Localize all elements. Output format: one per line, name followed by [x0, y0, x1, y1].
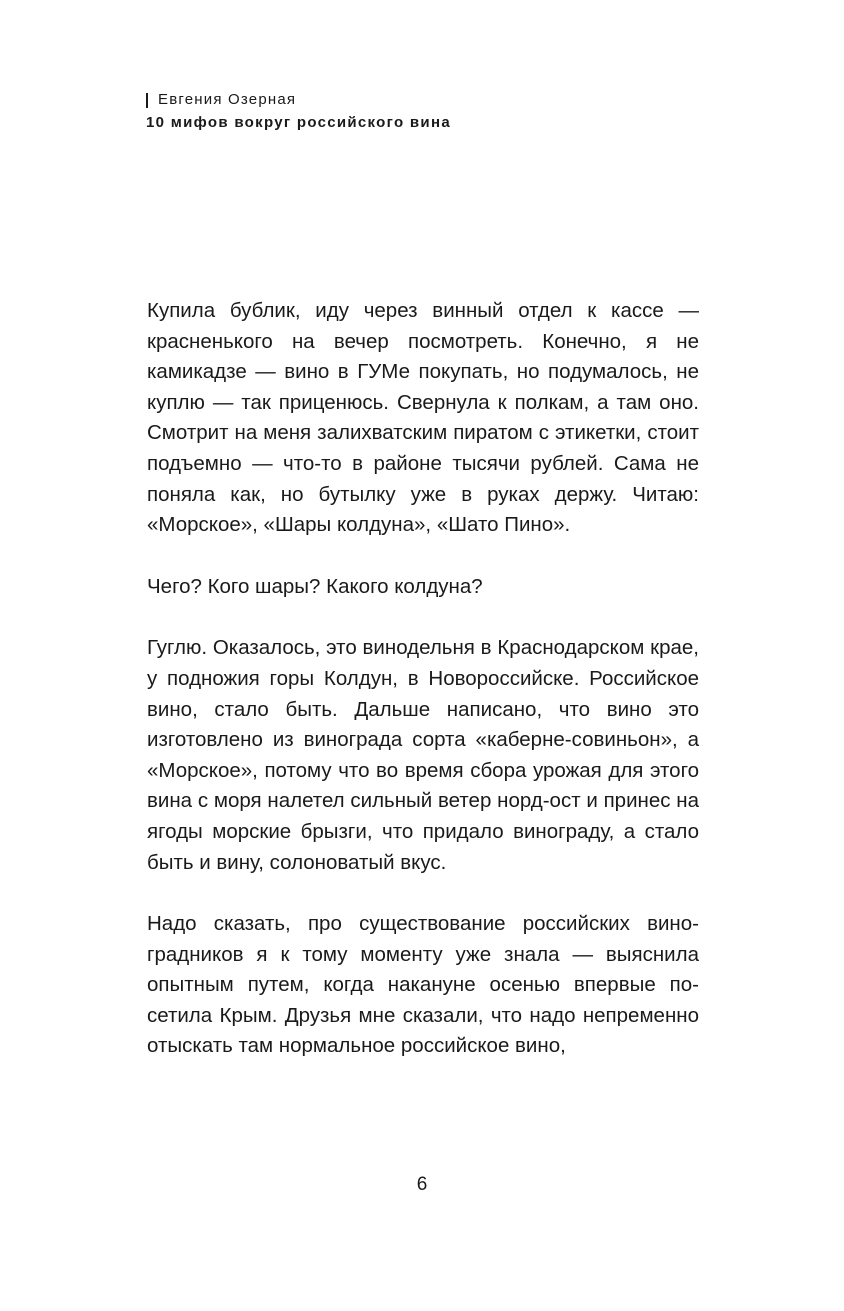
author-line [146, 90, 706, 110]
paragraph: Гуглю. Оказалось, это винодельня в Краснодарском крае, у подножия горы Колдун, в Новороссийске. Российское вино, стало быть. Дальше написано, что вино это изготовлено из винограда сорта «каберне-совиньон», а «Морское», потому что во время сбора урожая для этого вина с моря налетел сильный ветер норд-ост и принес на ягоды морские брызги, что придало винограду, а стало быть и вину, солоноватый вкус. [147, 636, 699, 874]
page-number: 6 [416, 1174, 428, 1195]
header-bar-divider [146, 93, 148, 108]
author-name: Евгения Озерная [158, 91, 297, 108]
book-title: 10 мифов вокруг российского вина [146, 114, 451, 131]
paragraph: Надо сказать, про существование российских виноградников я к тому моменту уже знала — выяснила опытным путем, когда накануне осенью впервые посетила Крым. Друзья мне сказали, что надо непременно отыскать там нормальное российское вино, [147, 912, 699, 1058]
body-text [147, 296, 699, 1093]
paragraph: Чего? Кого шары? Какого колдуна? [147, 574, 483, 598]
running-head [146, 90, 706, 133]
paragraph: Купила бублик, иду через винный отдел к кассе — красненького на вечер посмотреть. Конечно, я не камикадзе — вино в ГУМе покупать, но подумалось, не куплю — так приценюсь. Свернула к полкам, а там оно. Смотрит на меня залихватским пиратом с этикетки, стоит подъемно — что-то в районе тысячи рублей. Сама не поняла как, но бутылку уже в руках держу. Читаю: «Морское», «Шары колдуна», «Шато Пино». [147, 299, 699, 537]
